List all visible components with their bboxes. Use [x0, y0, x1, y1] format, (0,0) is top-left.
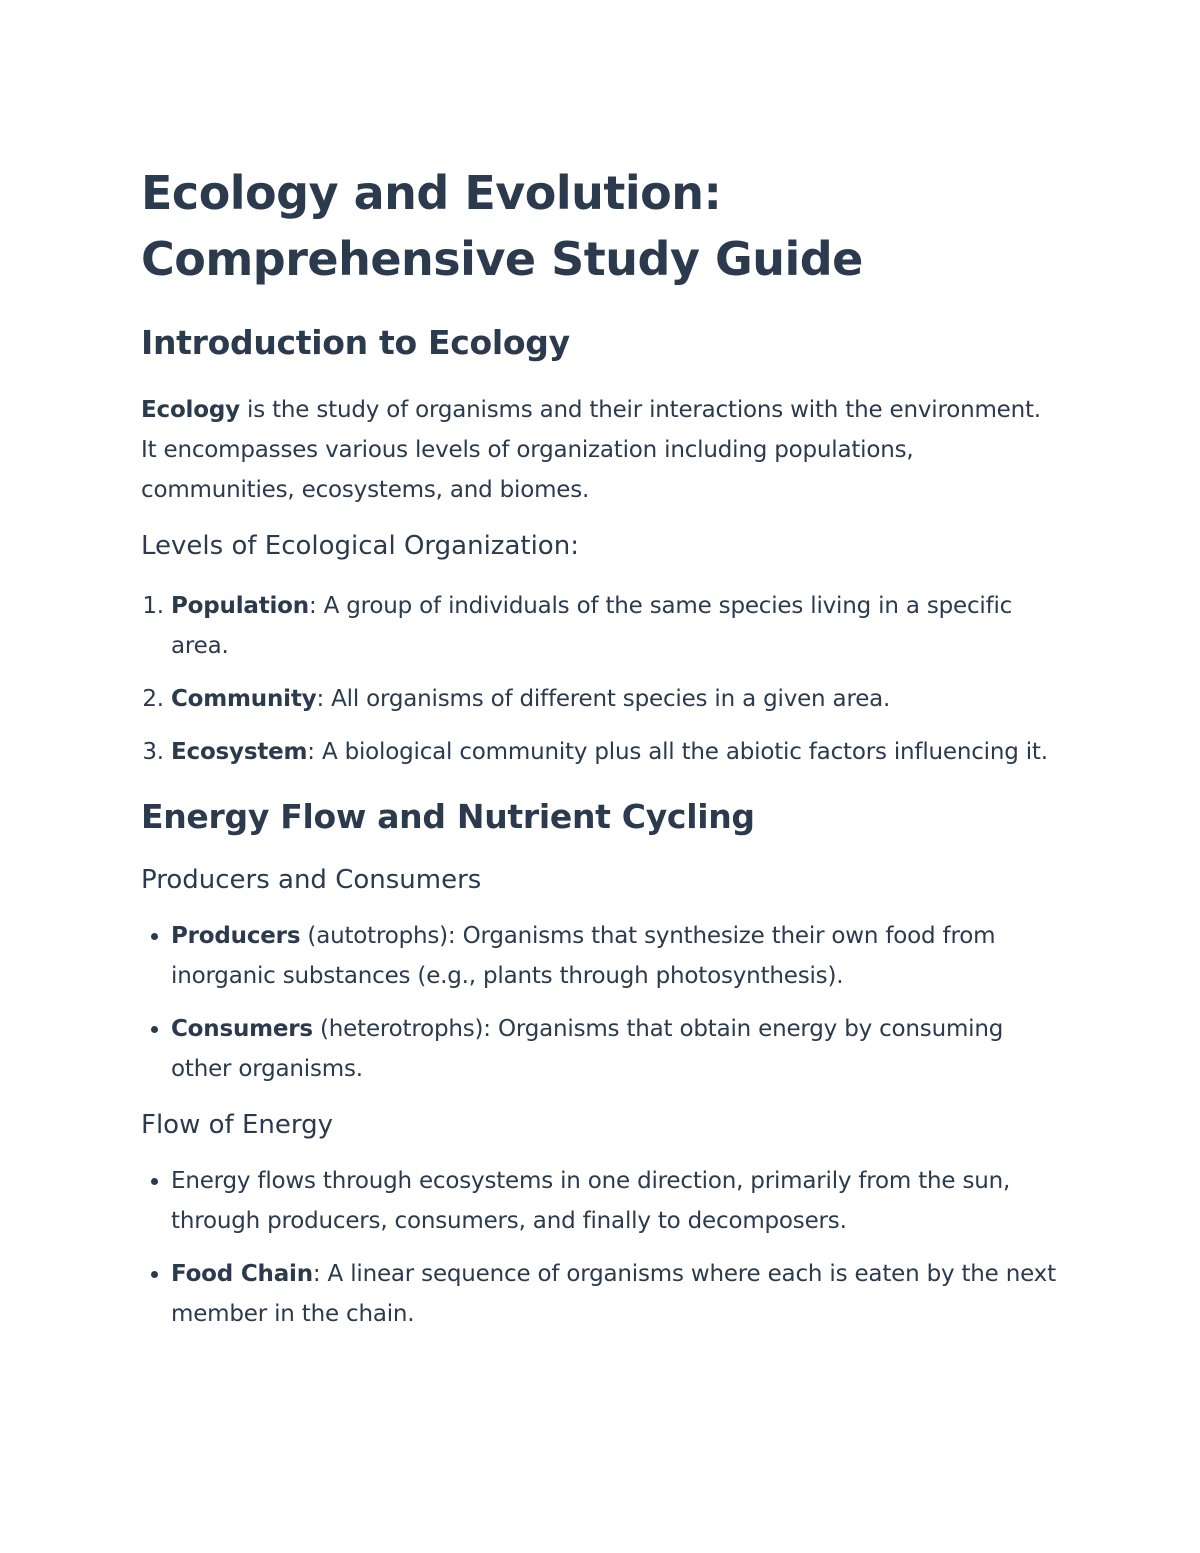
list-item [171, 1161, 1061, 1241]
list-item [171, 1009, 1061, 1089]
list-item [171, 586, 1061, 666]
flow-list [141, 1161, 1061, 1334]
intro-paragraph [141, 390, 1061, 510]
list-item-term: Population [171, 593, 309, 619]
producers-list [141, 916, 1061, 1089]
section-heading-energy: Energy Flow and Nutrient Cycling [141, 797, 755, 836]
page-title: Ecology and Evolution: Comprehensive Study Guide [141, 166, 863, 286]
list-item [171, 679, 1061, 719]
section-heading-intro: Introduction to Ecology [141, 323, 570, 362]
levels-list [141, 586, 1061, 772]
subheading-levels: Levels of Ecological Organization: [141, 531, 579, 561]
list-item-term: Ecosystem [171, 739, 308, 765]
list-item [171, 916, 1061, 996]
list-item-text: : A biological community plus all the abiotic factors influencing it. [307, 739, 1048, 765]
subheading-flow: Flow of Energy [141, 1110, 333, 1140]
document-page [141, 160, 1061, 1334]
list-item-text: (autotrophs): Organisms that synthesize their own food from inorganic substances (e.g., plants through photosynthesis). [171, 923, 996, 989]
list-item-text: : A linear sequence of organisms where each is eaten by the next member in the chain. [171, 1261, 1056, 1327]
list-item-term: Consumers [171, 1016, 313, 1042]
list-item-text: : A group of individuals of the same species living in a specific area. [171, 593, 1013, 659]
list-item-text: Energy flows through ecosystems in one direction, primarily from the sun, through producers, consumers, and finally to decomposers. [171, 1168, 1011, 1234]
list-item-text: : All organisms of different species in a given area. [316, 686, 891, 712]
list-item-term: Producers [171, 923, 301, 949]
list-item [171, 1254, 1061, 1334]
list-item [171, 732, 1061, 772]
list-item-text: (heterotrophs): Organisms that obtain energy by consuming other organisms. [171, 1016, 1004, 1082]
intro-term: Ecology [141, 397, 240, 423]
intro-text: is the study of organisms and their interactions with the environment. It encompasses various levels of organization including populations, communities, ecosystems, and biomes. [141, 397, 1041, 503]
subheading-producers: Producers and Consumers [141, 865, 482, 895]
list-item-term: Food Chain [171, 1261, 313, 1287]
list-item-term: Community [171, 686, 317, 712]
